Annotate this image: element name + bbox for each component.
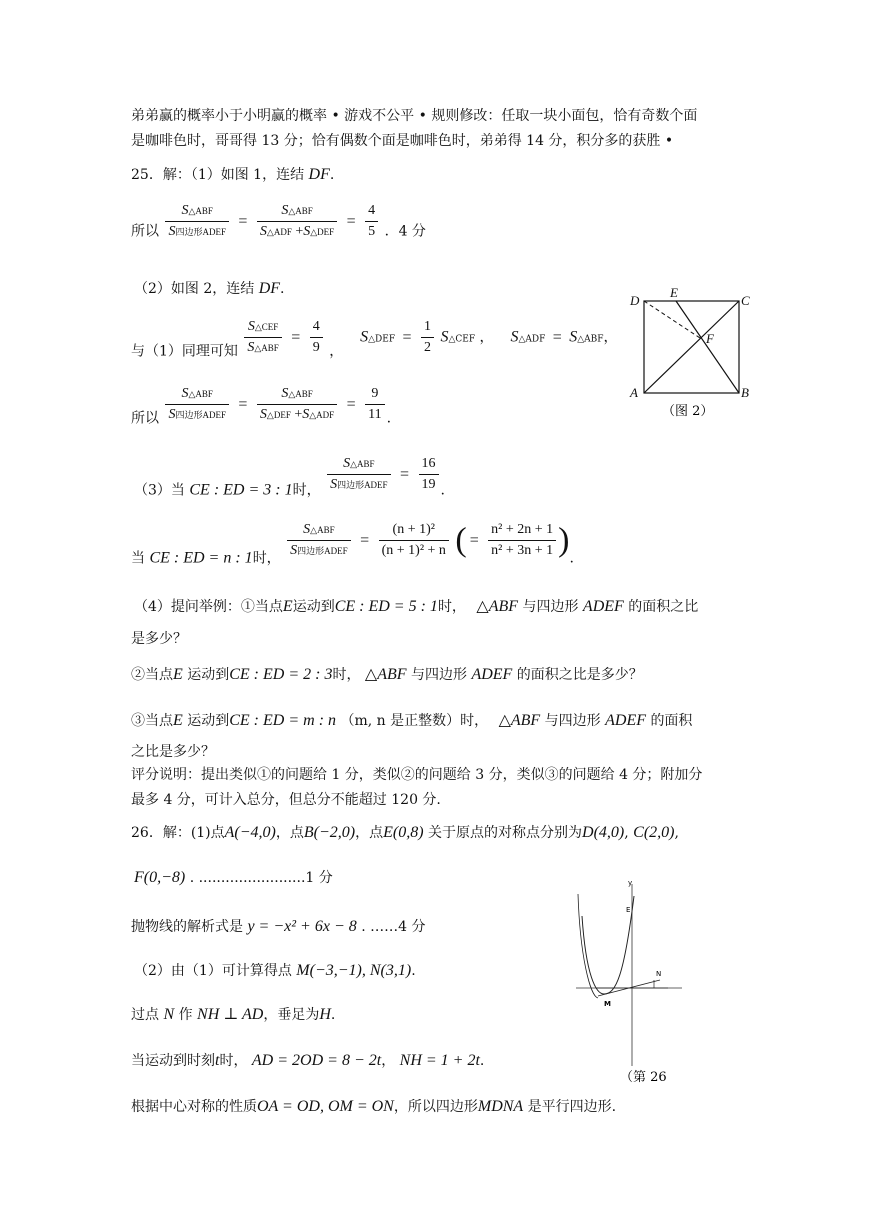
- plus: +: [294, 407, 303, 422]
- math: y = −x² + 6x − 8: [247, 918, 357, 935]
- text: 运动到: [187, 713, 230, 729]
- text: （2）由（1）可计算得点: [134, 963, 292, 979]
- text-line: 之比是多少？: [131, 744, 215, 760]
- S: S: [259, 224, 267, 239]
- fraction: [365, 202, 378, 241]
- text-line: 最多 4 分，可计入总分，但总分不能超过 120 分.: [131, 792, 441, 808]
- label-E: E: [670, 285, 678, 300]
- text-line: 是咖啡色时，哥哥得 13 分；恰有偶数个面是咖啡色时，弟弟得 14 分，积分多的获胜 •: [131, 133, 674, 149]
- label-D: D: [630, 293, 640, 308]
- den: (n + 1)² + n: [381, 543, 446, 558]
- math: B(−2,0): [303, 824, 356, 841]
- fraction: [421, 318, 434, 357]
- E-label: E: [626, 906, 631, 914]
- text: .: [569, 550, 574, 567]
- S: S: [181, 386, 189, 401]
- fraction: [365, 385, 384, 424]
- eq: =: [552, 328, 562, 346]
- sub: 四边形ADEF: [175, 227, 226, 237]
- formula-4: [134, 455, 445, 500]
- math: E(0,8): [383, 824, 424, 841]
- text: （4）提问举例：①当点: [134, 599, 283, 615]
- q26-line2: [134, 869, 333, 887]
- sub: △ADF: [518, 334, 546, 345]
- formula-5: 当 CE : ED = n : 1时， $\frac{\text{S△ABF}}{\text{S四边形ADEF}}$ = $\frac{\text{(n + 1)²}}{\text{(n + 1)² + n}}$ ( = $\frac{\text{n² + 2n + 1}}{\text{n² + 3n + 1}}$ ).: [131, 521, 574, 567]
- text: 是平行四边形.: [527, 1099, 617, 1115]
- formula-1: [131, 202, 426, 241]
- math: MDNA: [477, 1098, 524, 1115]
- sub: △CEF: [254, 322, 279, 332]
- math: △ABF: [364, 666, 407, 683]
- S: S: [247, 319, 255, 334]
- math-DF: DF: [308, 166, 330, 183]
- text: 时，: [437, 599, 466, 615]
- math: F(0,−8): [134, 869, 186, 886]
- text: （3）当: [134, 482, 185, 499]
- fraction: [488, 521, 556, 560]
- dashed-DF: [644, 301, 700, 338]
- sub: 四边形ADEF: [337, 480, 388, 490]
- text: ，垂足为: [263, 1007, 320, 1023]
- figure-26: [568, 876, 688, 1091]
- text: 时，: [219, 1053, 248, 1069]
- math: NH ⊥ AD: [197, 1006, 264, 1023]
- math: OA = OD, OM = ON: [257, 1098, 394, 1115]
- S: S: [330, 477, 338, 492]
- text: 运动到: [292, 599, 335, 615]
- S: S: [302, 407, 310, 422]
- y-label: y: [628, 879, 633, 887]
- text: 时，: [332, 667, 361, 683]
- text: 作: [178, 1007, 193, 1023]
- score: ．4 分: [384, 223, 426, 240]
- text: 与四边形: [522, 599, 579, 615]
- eq: =: [400, 465, 410, 483]
- num: n² + 2n + 1: [488, 521, 556, 541]
- text: 25．解：（1）如图 1，连结: [131, 167, 305, 183]
- text: 所以: [131, 410, 159, 427]
- text: ，所以四边形: [393, 1099, 478, 1115]
- num: 1: [421, 318, 434, 338]
- S: S: [281, 386, 289, 401]
- den: 19: [421, 477, 436, 492]
- sub: △ABF: [188, 389, 213, 399]
- num: 4: [365, 202, 378, 222]
- math: △ABF: [498, 712, 541, 729]
- math: N: [163, 1006, 175, 1023]
- text: .: [440, 482, 445, 499]
- text: . ........................1 分: [189, 870, 333, 886]
- q25-part4-3: [131, 712, 692, 730]
- q26-line5: [131, 1006, 335, 1024]
- label-C: C: [741, 293, 750, 308]
- text-line: 弟弟赢的概率小于小明赢的概率 • 游戏不公平 • 规则修改：任取一块小面包，恰有奇数个面: [131, 108, 698, 124]
- q25-part4-2: [131, 666, 643, 684]
- text: 的面积之比是多少？: [516, 667, 643, 683]
- text: .: [411, 963, 416, 979]
- text: 与四边形: [544, 713, 601, 729]
- text: ②当点: [131, 667, 173, 683]
- math-E: E: [173, 712, 183, 729]
- text: 过点: [131, 1007, 159, 1023]
- sub: 四边形ADEF: [297, 546, 348, 556]
- q25-part4: [134, 598, 698, 616]
- sub: △ABF: [288, 206, 313, 216]
- text: ，点: [355, 825, 384, 841]
- math: C(2,0): [633, 824, 675, 841]
- fraction: [257, 385, 337, 424]
- den: 11: [368, 407, 382, 422]
- S: S: [259, 407, 267, 422]
- text: 的面积之比: [628, 599, 699, 615]
- eq: =: [346, 212, 356, 230]
- math: CE : ED = m : n: [229, 712, 337, 729]
- fraction: [257, 202, 337, 241]
- fraction: [379, 521, 449, 560]
- text: .: [280, 281, 285, 297]
- math: CE : ED = n : 1: [149, 549, 253, 567]
- sub: △DEF: [266, 410, 291, 420]
- S: S: [303, 522, 311, 537]
- math: NH = 1 + 2t: [399, 1052, 480, 1069]
- math: △ABF: [476, 598, 519, 615]
- num: (n + 1)²: [379, 521, 449, 541]
- S: S: [181, 203, 189, 218]
- fraction: [327, 455, 391, 494]
- label-F: F: [706, 331, 714, 346]
- formula-2: 与（1）同理可知 $\frac{\text{S△CEF}}{\text{S△ABF}}$ = $\frac{4}{9}$ ， S△DEF = $\frac{1}{2}$ S△CEF ， S△ADF = S△ABF，: [131, 319, 618, 360]
- eq: =: [291, 328, 301, 346]
- den: 5: [368, 224, 376, 239]
- diagonal-AC: [644, 301, 739, 393]
- eq: =: [238, 395, 248, 413]
- q26-line6: 当运动到时刻t时， AD = 2OD = 8 − 2t， NH = 1 + 2t.: [131, 1052, 485, 1069]
- q26-line3: [131, 918, 425, 936]
- text: .: [479, 1053, 485, 1069]
- sub: △ABF: [288, 389, 313, 399]
- sub: △DEF: [310, 227, 335, 237]
- label-A: A: [630, 385, 638, 400]
- sub: △ABF: [310, 525, 335, 535]
- text: 26．解：(1)点: [131, 825, 225, 841]
- math: H: [319, 1006, 331, 1023]
- num: 9: [365, 385, 384, 405]
- fraction: [244, 318, 281, 357]
- S: S: [510, 328, 519, 346]
- text: （2）如图 2，连结: [134, 281, 255, 297]
- math: M(−3,−1), N(3,1): [296, 962, 412, 979]
- text-line: 是多少？: [131, 631, 187, 647]
- math: t: [215, 1052, 220, 1069]
- text: .: [329, 167, 335, 183]
- text: ，点: [275, 825, 304, 841]
- formula-3: [131, 385, 391, 428]
- den: 9: [312, 340, 320, 355]
- text: 时，: [292, 482, 321, 499]
- math-E: E: [282, 598, 293, 615]
- math: CE : ED = 2 : 3: [229, 666, 333, 683]
- S: S: [343, 456, 351, 471]
- math: CE : ED = 5 : 1: [334, 598, 438, 615]
- eq: =: [402, 328, 412, 346]
- sub: 四边形ADEF: [175, 410, 226, 420]
- text: 所以: [131, 223, 159, 240]
- text: 关于原点的对称点分别为: [428, 825, 583, 841]
- fraction: [310, 318, 323, 357]
- math: A(−4,0): [224, 824, 276, 841]
- fraction: [165, 385, 229, 424]
- fraction: [165, 202, 229, 241]
- text: 当运动到时刻: [131, 1053, 215, 1069]
- parabola-2: [578, 894, 598, 998]
- sub: △ADF: [309, 410, 335, 420]
- S: S: [360, 328, 369, 346]
- fig26-caption: （第 26: [620, 1070, 667, 1085]
- text: 时，: [252, 550, 281, 567]
- sub: △ABF: [577, 334, 604, 345]
- S: S: [247, 340, 255, 355]
- text: 运动到: [187, 667, 230, 683]
- math: ADEF: [605, 712, 646, 729]
- math: ADEF: [582, 598, 624, 615]
- segment-EB: [676, 301, 739, 393]
- sub: △DEF: [368, 334, 396, 345]
- S: S: [168, 224, 176, 239]
- num: 4: [310, 318, 323, 338]
- text: 根据中心对称的性质: [131, 1099, 257, 1115]
- text-line: 评分说明：提出类似①的问题给 1 分，类似②的问题给 3 分，类似③的问题给 4 分；附加分: [131, 767, 703, 783]
- math-DF: DF: [258, 280, 281, 297]
- text: 当: [131, 550, 145, 567]
- q25-part2: [134, 280, 285, 298]
- text: .: [386, 410, 392, 427]
- sub: △ABF: [350, 459, 375, 469]
- text: .: [330, 1007, 336, 1023]
- S: S: [168, 407, 176, 422]
- math: CE : ED = 3 : 1: [189, 481, 293, 499]
- S: S: [290, 543, 298, 558]
- math-E: E: [173, 666, 183, 683]
- text: ③当点: [131, 713, 173, 729]
- eq: =: [469, 531, 479, 549]
- figure-2: [620, 283, 755, 423]
- q26-line4: [134, 962, 416, 980]
- M-label: M: [604, 1000, 611, 1008]
- math: D(4,0): [582, 824, 625, 841]
- S: S: [569, 328, 578, 346]
- math: AD = 2OD = 8 − 2t: [251, 1052, 382, 1069]
- q26-line1: 26．解：(1)点A(−4,0)，点B(−2,0)，点E(0,8) 关于原点的对称点分别为D(4,0), C(2,0),: [131, 824, 679, 841]
- N-label: N: [656, 970, 662, 978]
- sub: △ABF: [254, 343, 279, 353]
- fig2-caption: （图 2）: [662, 404, 714, 419]
- sub: △ADF: [266, 227, 292, 237]
- S: S: [281, 203, 289, 218]
- eq: =: [346, 395, 356, 413]
- plus: +: [295, 224, 304, 239]
- label-B: B: [741, 385, 749, 400]
- sub: △ABF: [188, 206, 213, 216]
- S: S: [440, 328, 449, 346]
- text: 与（1）同理可知: [131, 343, 238, 360]
- num: 16: [419, 455, 439, 475]
- fraction: [287, 521, 351, 560]
- S: S: [303, 224, 311, 239]
- text: 抛物线的解析式是: [131, 919, 243, 935]
- eq: =: [360, 531, 370, 549]
- den: n² + 3n + 1: [491, 543, 554, 558]
- den: 2: [424, 340, 431, 355]
- q25-heading: [131, 166, 334, 184]
- sub: △CEF: [448, 334, 476, 345]
- text: （m, n 是正整数）时，: [340, 713, 489, 729]
- text: . ……4 分: [361, 919, 426, 935]
- math: ADEF: [471, 666, 513, 683]
- q26-line7: [131, 1098, 616, 1116]
- fraction: [419, 455, 439, 494]
- text: 的面积: [650, 713, 693, 729]
- eq: =: [238, 212, 248, 230]
- text: 与四边形: [411, 667, 467, 683]
